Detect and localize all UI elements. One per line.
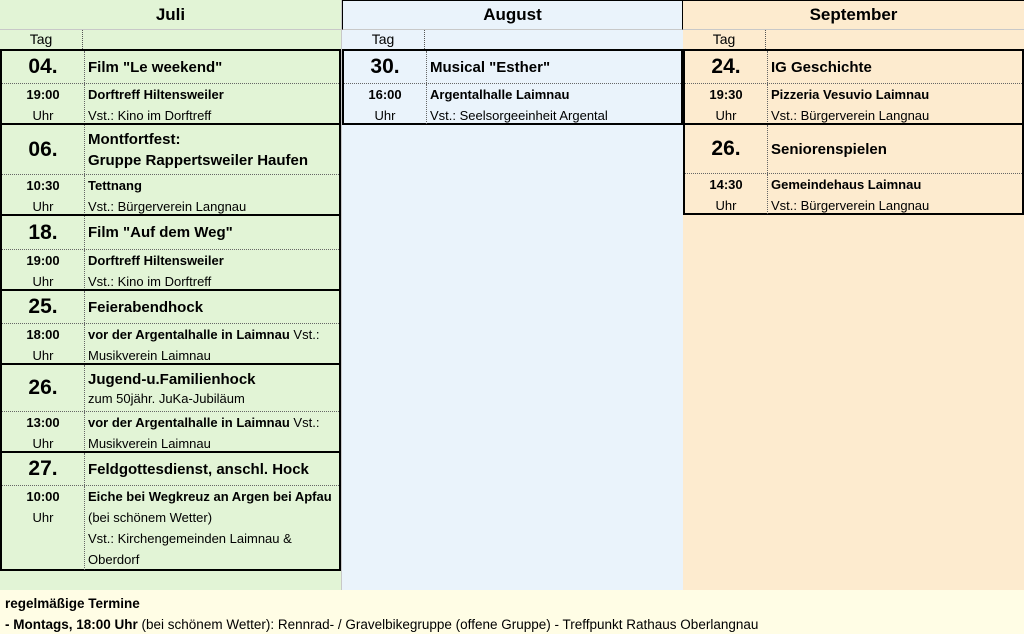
event-location: Gemeindehaus Laimnau [771,177,922,192]
event-day: 25. [28,295,58,318]
event-day: 04. [28,55,58,78]
month-header: Juli [0,0,341,30]
event-organizer: Vst.: Seelsorgeeinheit Argental [430,108,608,123]
event-day: 06. [28,137,58,161]
event-location: Argentalhalle Laimnau [430,87,570,102]
event-uhr: Uhr [32,199,54,214]
event-title: Feldgottesdienst, anschl. Hock [88,460,309,478]
event-block [0,49,341,125]
event-organizer: Vst.: Kino im Dorftreff [88,108,212,123]
event-location: vor der Argentalhalle in Laimnau [88,327,290,342]
event-title: Montfortfest: [88,130,181,148]
month-column-august [342,0,683,590]
event-organizer: Vst.: Bürgerverein Langnau [771,198,930,213]
event-title-line2: Gruppe Rappertsweiler Haufen [88,151,309,169]
event-uhr: Uhr [715,108,737,123]
event-uhr: Uhr [32,348,54,363]
month-header: August [342,0,683,30]
event-uhr: Uhr [374,108,396,123]
regular-events-section [0,590,1024,634]
event-block [0,214,341,291]
tag-header-row [342,30,683,49]
event-time: 19:00 [26,253,60,268]
event-time: 16:00 [368,87,402,102]
event-organizer: Vst.: Kirchengemeinden Laimnau & [88,531,292,546]
event-block [342,49,683,125]
tag-header-label: Tag [29,31,53,47]
event-uhr: Uhr [32,274,54,289]
month-column-september [683,0,1024,590]
event-organizer: Vst.: Kino im Dorftreff [88,274,212,289]
event-organizer: Musikverein Laimnau [88,436,211,451]
regular-event-when: - Montags, 18:00 Uhr [5,617,138,632]
event-uhr: Uhr [32,510,54,525]
event-title: Musical "Esther" [430,58,551,76]
event-day: 26. [28,376,58,399]
event-uhr: Uhr [715,198,737,213]
event-location: Tettnang [88,178,142,193]
regular-event-line [5,617,758,632]
event-title: Film "Auf dem Weg" [88,224,233,241]
event-organizer: Vst.: Bürgerverein Langnau [771,108,930,123]
event-location: Dorftreff Hiltensweiler [88,87,224,102]
event-location: Pizzeria Vesuvio Laimnau [771,87,930,102]
event-organizer-prefix: Vst.: [293,415,320,430]
event-title: Jugend-u.Familienhock [88,370,256,388]
event-note: (bei schönem Wetter) [88,510,213,525]
event-time: 19:00 [26,87,60,102]
event-organizer: Musikverein Laimnau [88,348,211,363]
event-organizer: Vst.: Bürgerverein Langnau [88,199,247,214]
event-block [0,123,341,216]
event-time: 18:00 [26,327,60,342]
tag-header-label: Tag [712,31,736,47]
event-block [683,123,1024,215]
event-uhr: Uhr [32,108,54,123]
event-title: Feierabendhock [88,298,204,316]
regular-event-details: (bei schönem Wetter): Rennrad- / Gravelbikegruppe (offene Gruppe) - Treffpunkt Rathaus Oberlangnau [137,617,759,632]
event-time: 10:30 [26,178,60,193]
event-time: 14:30 [709,177,743,192]
tag-header-row [0,30,341,49]
event-day: 30. [370,55,400,78]
event-day: 18. [28,220,58,244]
event-organizer-prefix: Vst.: [293,327,320,342]
event-title: IG Geschichte [771,58,872,76]
event-time: 13:00 [26,415,60,430]
event-block [0,451,341,571]
event-location: Eiche bei Wegkreuz an Argen bei Apfau [88,489,332,504]
event-uhr: Uhr [32,436,54,451]
month-column-juli [0,0,342,590]
event-block [0,363,341,453]
event-time: 10:00 [26,489,60,504]
event-day: 27. [28,457,58,480]
event-block [683,49,1024,125]
event-location: vor der Argentalhalle in Laimnau [88,415,290,430]
event-day: 26. [711,137,741,160]
event-subtitle: zum 50jähr. JuKa-Jubiläum [88,390,245,406]
event-organizer-line2: Oberdorf [88,552,140,567]
event-title: Seniorenspielen [771,140,887,158]
month-header: September [683,0,1024,30]
regular-events-heading: regelmäßige Termine [5,596,140,611]
event-title: Film "Le weekend" [88,58,223,76]
event-time: 19:30 [709,87,743,102]
tag-header-label: Tag [371,31,395,47]
event-day: 24. [711,55,741,78]
event-location: Dorftreff Hiltensweiler [88,253,224,268]
tag-header-row [683,30,1024,49]
event-block [0,289,341,365]
